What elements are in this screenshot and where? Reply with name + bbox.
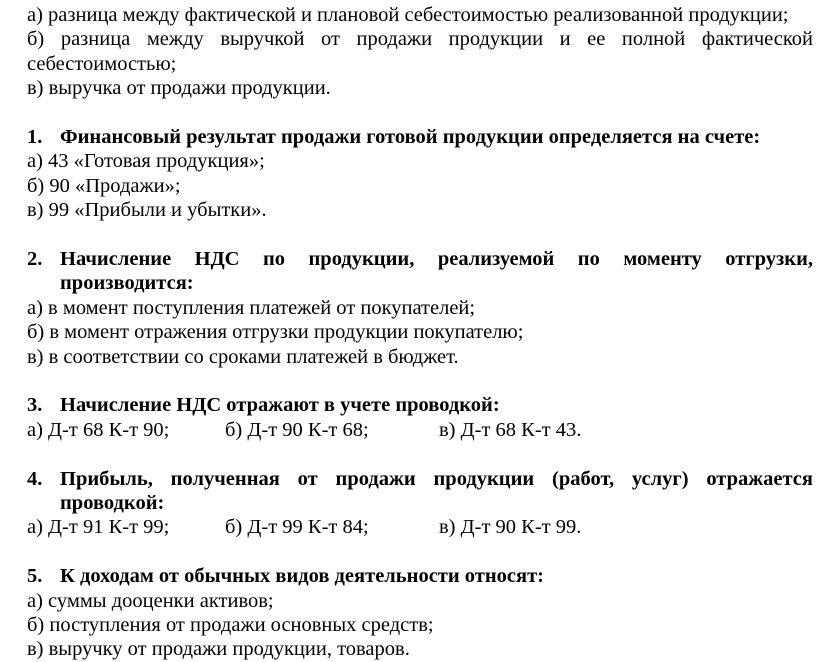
question-text-line2: производится: xyxy=(60,272,194,295)
prev-option-c: в) выручка от продажи продукции. xyxy=(27,77,331,100)
q3-option-b: б) Д-т 90 К-т 68; xyxy=(225,418,369,441)
question-number: 3. xyxy=(27,394,43,417)
spacer xyxy=(27,369,813,393)
question-4 xyxy=(27,467,813,516)
q4-option-b: б) Д-т 99 К-т 84; xyxy=(225,516,369,539)
q2-option-c: в) в соответствии со сроками платежей в бюджет. xyxy=(27,345,459,368)
q5-option-b: б) поступления от продажи основных средств; xyxy=(27,614,434,637)
q3-option-a: а) Д-т 68 К-т 90; xyxy=(27,418,170,441)
q5-option-c: в) выручку от продажи продукции, товаров. xyxy=(27,638,410,661)
spacer xyxy=(27,442,813,466)
question-text-line1: Прибыль, полученная от продажи продукции (работ, услуг) отражается xyxy=(60,467,813,490)
spacer xyxy=(27,540,813,564)
question-number: 5. xyxy=(27,565,43,588)
question-text: К доходам от обычных видов деятельности относят: xyxy=(60,565,544,588)
question-number: 1. xyxy=(27,126,43,149)
q4-option-a: а) Д-т 91 К-т 99; xyxy=(27,516,170,539)
q2-option-b: б) в момент отражения отгрузки продукции покупателю; xyxy=(27,321,524,344)
q1-option-b: б) 90 «Продажи»; xyxy=(27,174,181,197)
q4-options-row xyxy=(27,515,813,539)
quiz-document xyxy=(27,3,813,662)
spacer xyxy=(27,223,813,247)
prev-option-a: а) разница между фактической и плановой себестоимостью реализованной продукции; xyxy=(27,4,789,26)
q3-options-row xyxy=(27,418,813,442)
question-1 xyxy=(27,125,813,149)
prev-option-b-line1: б) разница между выручкой от продажи продукции и ее полной фактической xyxy=(27,28,813,51)
question-text xyxy=(60,247,813,296)
q4-option-c: в) Д-т 90 К-т 99. xyxy=(439,516,582,539)
question-number: 4. xyxy=(27,467,43,490)
question-number: 2. xyxy=(27,248,43,271)
q1-option-c: в) 99 «Прибыли и убытки». xyxy=(27,199,267,222)
question-text: Финансовый результат продажи готовой продукции определяется на счете: xyxy=(60,126,761,149)
q1-option-a: а) 43 «Готовая продукция»; xyxy=(27,150,265,173)
q3-option-c: в) Д-т 68 К-т 43. xyxy=(439,418,582,441)
question-2 xyxy=(27,247,813,296)
spacer xyxy=(27,101,813,125)
question-5 xyxy=(27,564,813,588)
question-text-line2: проводкой: xyxy=(60,492,165,515)
q5-option-a: а) суммы дооценки активов; xyxy=(27,589,274,612)
question-text-line1: Начисление НДС по продукции, реализуемой по моменту отгрузки, xyxy=(60,248,813,271)
prev-option-b-line2: себестоимостью; xyxy=(27,52,177,75)
question-3 xyxy=(27,393,813,417)
q2-option-a: а) в момент поступления платежей от покупателей; xyxy=(27,296,476,319)
question-text xyxy=(60,467,813,516)
question-text: Начисление НДС отражают в учете проводкой: xyxy=(60,394,500,417)
